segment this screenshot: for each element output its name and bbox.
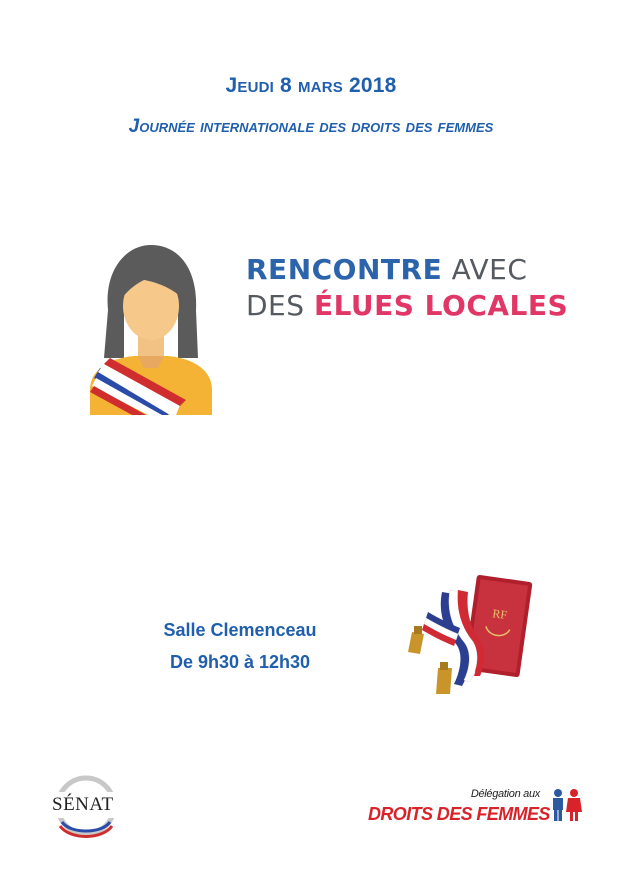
venue-info <box>130 614 350 678</box>
title-avec: AVEC <box>442 253 528 286</box>
venue-time: De 9h30 à 12h30 <box>169 652 311 672</box>
title-line-2 <box>246 288 568 324</box>
title-elues-locales: ÉLUES LOCALES <box>313 289 569 322</box>
title-des: DES <box>246 289 314 322</box>
delegation-logo <box>364 784 584 834</box>
venue-room: Salle Clemenceau <box>163 620 317 640</box>
woman-mayor-avatar-icon <box>86 240 216 415</box>
event-date: Jeudi 8 mars 2018 <box>225 74 397 97</box>
delegation-main-label: DROITS DES FEMMES <box>368 804 550 824</box>
tricolor-sash-photo-icon <box>398 572 534 702</box>
title-line-1 <box>246 252 568 288</box>
svg-text:RF: RF <box>491 606 509 623</box>
title-rencontre: RENCONTRE <box>246 253 443 286</box>
event-subtitle: Journée internationale des droits des femmes <box>128 116 494 137</box>
event-title <box>246 252 568 324</box>
delegation-people-icon <box>550 788 582 822</box>
senat-label: SÉNAT <box>52 794 114 815</box>
delegation-top-label: Délégation aux <box>470 788 540 800</box>
